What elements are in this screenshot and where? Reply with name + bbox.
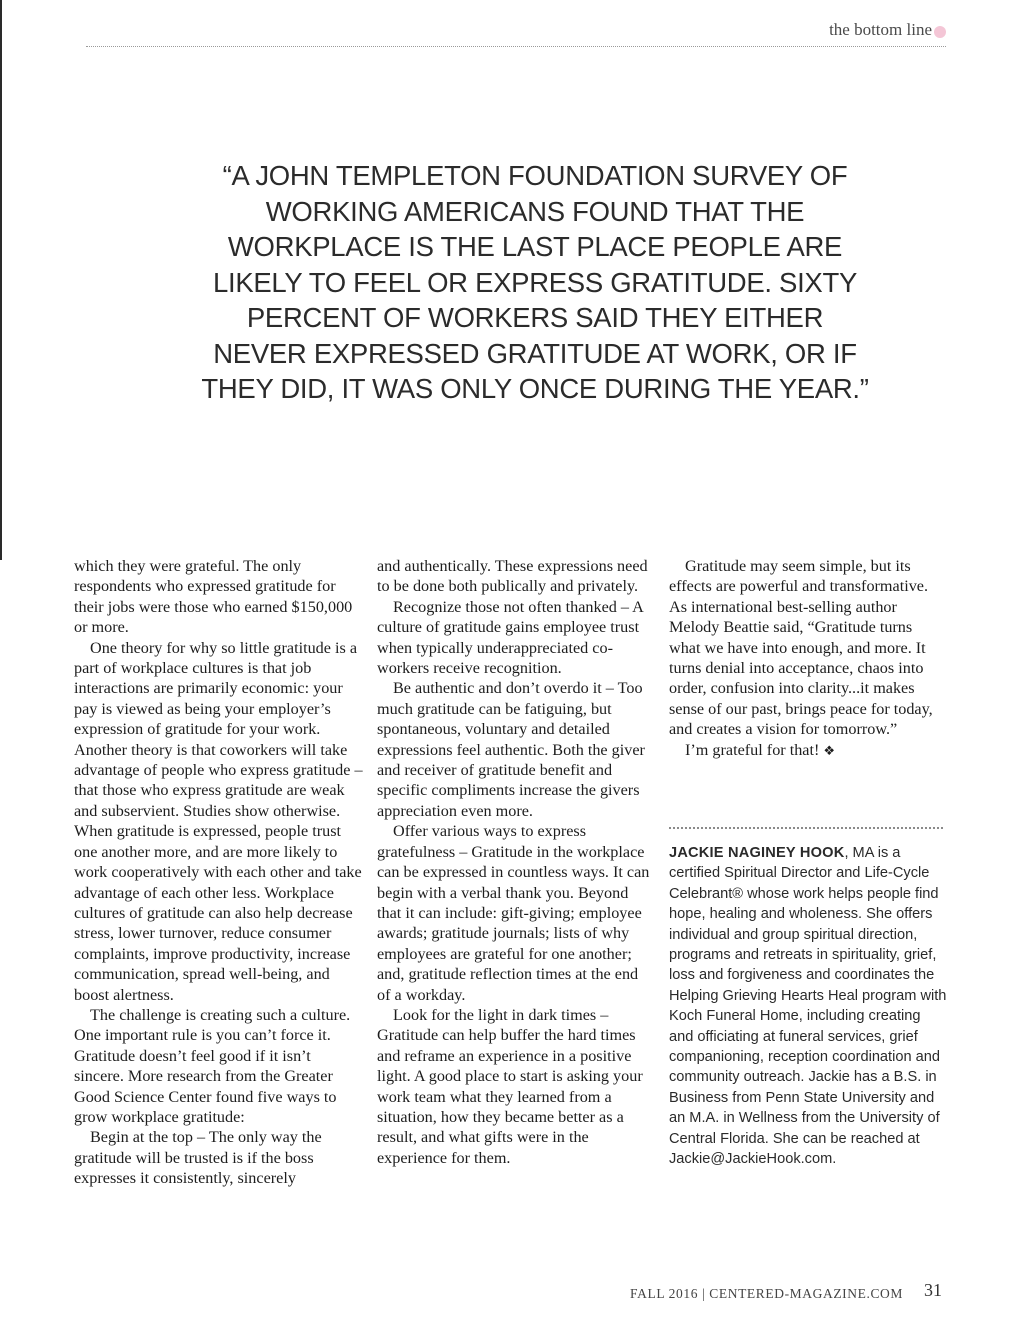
paragraph: Be authentic and don’t overdo it – Too much gratitude can be fatiguing, but spontaneous, voluntary and detailed expressions feel authentic. Both the giver and receiver of gratitude benefit and specific compliments increase the givers appreciation even more. bbox=[377, 679, 645, 820]
article-column-2 bbox=[377, 556, 651, 1168]
section-label: the bottom line bbox=[829, 20, 932, 39]
paragraph: which they were grateful. The only respondents who expressed gratitude for their jobs were those who earned $150,000 or more. bbox=[74, 557, 353, 637]
page-number: 31 bbox=[924, 1280, 942, 1300]
bio-divider bbox=[669, 827, 943, 829]
pull-quote: “A JOHN TEMPLETON FOUNDATION SURVEY OF WORKING AMERICANS FOUND THAT THE WORKPLACE IS THE LAST PLACE PEOPLE ARE LIKELY TO FEEL OR EXPRESS GRATITUDE. SIXTY PERCENT OF WORKERS SAID THEY EITHER NEVER EXPRESSED GRATITUDE AT WORK, OR IF THEY DID, IT WAS ONLY ONCE DURING THE YEAR.” bbox=[201, 160, 869, 404]
article-column-3 bbox=[669, 556, 941, 762]
paragraph: Begin at the top – The only way the gratitude will be trusted is if the boss expresses it consistently, sincerely bbox=[74, 1128, 322, 1188]
article-column-1 bbox=[74, 556, 364, 1189]
author-name: JACKIE NAGINEY HOOK bbox=[669, 845, 845, 861]
paragraph: Look for the light in dark times – Gratitude can help buffer the hard times and reframe an experience in a positive light. A good place to start is asking your work team what they learned from a situation, how they became better as a result, and what gifts were in the experience for them. bbox=[377, 1005, 643, 1167]
paragraph: One theory for why so little gratitude is a part of workplace cultures is that job interactions are primarily economic: your pay is viewed as being your employer’s expression of gratitude for your work. Another theory is that coworkers will take advantage of people who express gratitude – that those who express gratitude are weak and subservient. Studies show otherwise. When gratitude is expressed, people trust one another more, and are more likely to work cooperatively with each other and take advantage of each other less. Workplace cultures of gratitude can also help decrease stress, lower turnover, reduce consumer complaints, improve productivity, increase communication, spread well-being, and boost alertness. bbox=[74, 638, 363, 1004]
author-bio bbox=[669, 843, 947, 1170]
paragraph: Offer various ways to express gratefulness – Gratitude in the workplace can be expressed in countless ways. It can begin with a verbal thank you. Beyond that it can include: gift-giving; employee awards; gratitude journals; lists of why employees are grateful for one another; and, gratitude reflection times at the end of a workday. bbox=[377, 822, 650, 1004]
paragraph: Gratitude may seem simple, but its effects are powerful and transformative. As international best-selling author Melody Beattie said, “Gratitude turns what we have into enough, and more. It turns denial into acceptance, chaos into order, confusion into clarity...it makes sense of our past, brings peace for today, and creates a vision for tomorrow.” bbox=[669, 557, 933, 739]
paragraph: and authentically. These expressions need to be done both publically and privately. bbox=[377, 557, 648, 596]
paragraph: Recognize those not often thanked – A culture of gratitude gains employee trust when typically underappreciated co-workers receive recognition. bbox=[377, 597, 643, 678]
footer-issue-line: FALL 2016 | CENTERED-MAGAZINE.COM bbox=[630, 1286, 903, 1301]
header-divider bbox=[86, 46, 946, 47]
author-bio-text: , MA is a certified Spiritual Director and Life-Cycle Celebrant® whose work helps people find hope, healing and wholeness. She offers individual and group spiritual direction, programs and retreats in spirituality, grief, loss and forgiveness and coordinates the Helping Grieving Hearts Heal program with Koch Funeral Home, including creating and officiating at funeral services, grief companioning, reception coordination and community outreach. Jackie has a B.S. in Business from Penn State University and an M.A. in Wellness from the University of Central Florida. She can be reached at Jackie@JackieHook.com. bbox=[669, 845, 947, 1168]
closing-line: I’m grateful for that! bbox=[685, 740, 820, 759]
closing-paragraph bbox=[669, 740, 941, 762]
paragraph: The challenge is creating such a culture. One important rule is you can’t force it. Gratitude doesn’t feel good if it isn’t sincere. More research from the Greater Good Science Center found five ways to grow workplace gratitude: bbox=[74, 1005, 351, 1126]
end-mark-icon: ❖ bbox=[823, 743, 836, 759]
page-spine-edge bbox=[0, 0, 2, 560]
section-dot-icon bbox=[934, 26, 946, 38]
